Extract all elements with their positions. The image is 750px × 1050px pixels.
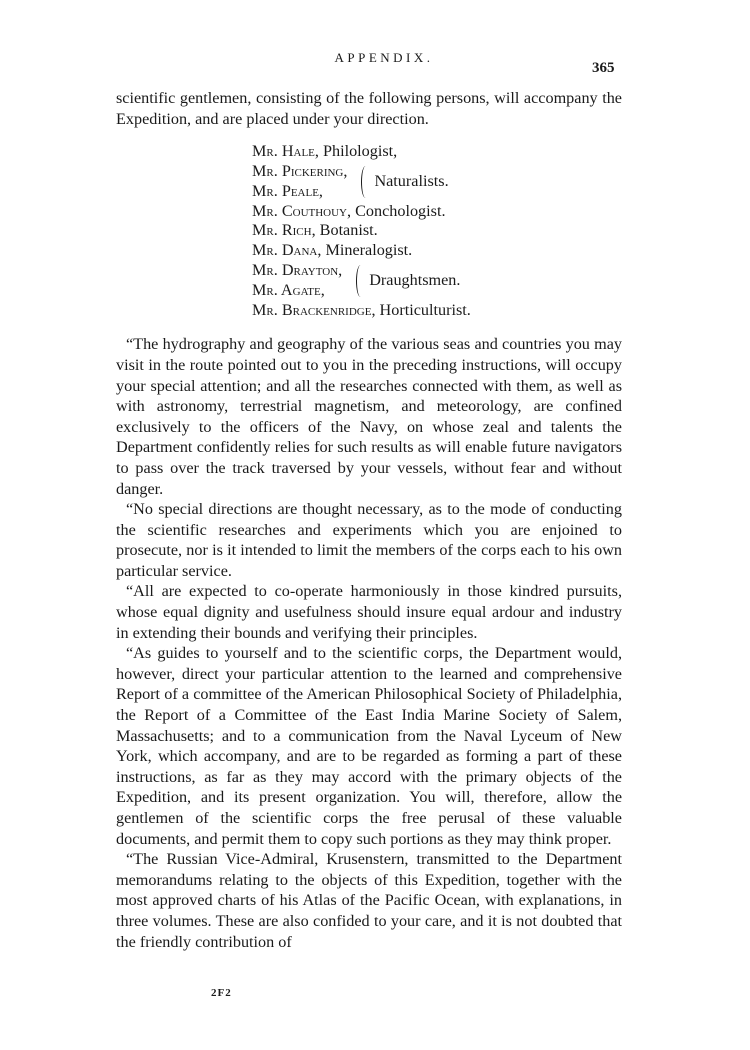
roster-name: Mr. Peale, (252, 181, 323, 200)
roster-role: Naturalists. (374, 171, 449, 190)
roster-name: Mr. Couthouy (252, 201, 348, 220)
page-number: 365 (592, 60, 615, 76)
opening-paragraph: scientific gentlemen, consisting of the following persons, will accompany the Expedition, and are placed under your direction. (116, 89, 622, 128)
paragraph: “No special directions are thought necessary, as to the mode of conducting the scientific researches and experiments which you are enjoined to prosecute, nor is it intended to limit the members of the corps each to his own particular service. (116, 500, 622, 580)
roster-name: Mr. Rich (252, 221, 312, 240)
signature-mark: 2F2 (211, 987, 232, 999)
roster-name: Mr. Pickering, (252, 161, 348, 180)
roster-role: Botanist. (319, 221, 378, 240)
roster-entry-dana: Mr. Dana, Mineralogist. (252, 241, 413, 260)
roster-entry-rich: Mr. Rich, Botanist. (252, 221, 378, 240)
roster-name: Mr. Dana (252, 241, 318, 260)
roster-role: Conchologist. (355, 201, 446, 220)
scientific-corps-roster (252, 142, 622, 320)
paragraph: “The hydrography and geography of the various seas and countries you may visit in the route pointed out to you in the preceding instructions, will occupy your special attention; and all the researches connected with them, as well as with astronomy, terrestrial magnetism, and meteorology, are confined exclusively to the officers of the Navy, on whose zeal and talents the Department confidently relies for such results as will enable future navigators to pass over the track traversed by your vessels, without fear and without danger. (116, 335, 622, 498)
paragraph: “As guides to yourself and to the scientific corps, the Department would, however, direct your particular attention to the learned and comprehensive Report of a committee of the American Philosophical Society of Philadelphia, the Report of a Committee of the East India Marine Society of Salem, Massachusetts; and to a communication from the Naval Lyceum of New York, which accompany, and are to be regarded as forming a part of these instructions, as far as they may accord with the primary objects of the Expedition, and its present organization. You will, therefore, allow the gentlemen of the scientific corps the free perusal of these valuable documents, and permit them to copy such portions as they may think proper. (116, 644, 622, 848)
roster-entry-brackenridge: Mr. Brackenridge, Horticulturist. (252, 300, 471, 319)
brace-glyph (356, 265, 365, 297)
roster-role: Horticulturist. (379, 300, 471, 319)
roster-name: Mr. Agate, (252, 280, 325, 299)
roster-entry-couthouy: Mr. Couthouy, Conchologist. (252, 201, 446, 220)
running-head: APPENDIX. (334, 50, 434, 65)
body-text (116, 88, 622, 952)
roster-name: Mr. Brackenridge (252, 300, 372, 319)
roster-group-naturalists (252, 162, 622, 202)
roster-group-draughtsmen (252, 261, 622, 301)
paragraph: “The Russian Vice-Admiral, Krusenstern, transmitted to the Department memorandums relating to the objects of this Expedition, together with the most approved charts of his Atlas of the Pacific Ocean, with explanations, in three volumes. These are also confided to your care, and it is not doubted that the friendly contribution of (116, 850, 622, 951)
paragraph: “All are expected to co-operate harmoniously in those kindred pursuits, whose equal dignity and usefulness should insure equal ardour and industry in extending their bounds and verifying their principles. (116, 582, 622, 642)
roster-role: Mineralogist. (325, 241, 413, 260)
roster-name: Mr. Hale (252, 142, 315, 161)
roster-name: Mr. Drayton, (252, 260, 343, 279)
roster-entry-hale: Mr. Hale, Philologist, (252, 142, 398, 161)
roster-role: Philologist (323, 142, 394, 161)
brace-glyph (361, 166, 370, 198)
roster-role: Draughtsmen. (369, 270, 461, 289)
